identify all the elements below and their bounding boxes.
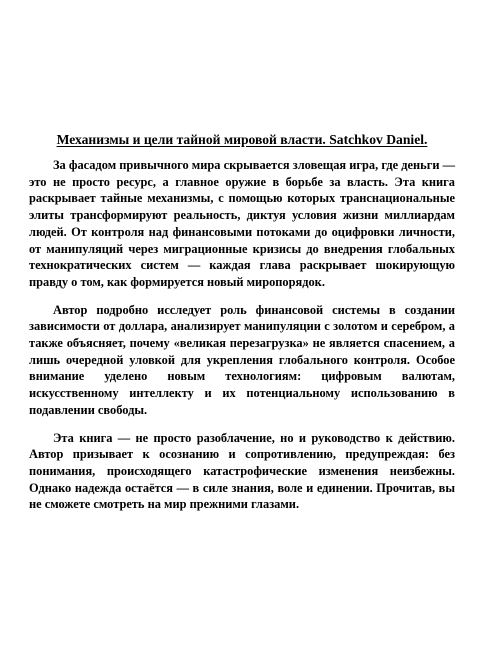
paragraph-2: Автор подробно исследует роль финансовой системы в создании зависимости от доллара, анализирует манипуляции с золотом и серебром, а также объясняет, почему «великая перезагрузка» не является спасением, а лишь очередной уловкой для укрепления глобального контроля. Особое внимание уделено новым технологиям: цифровым валютам, искусственному интеллекту и их потенциальному использованию в подавлении свободы. bbox=[29, 302, 455, 417]
paragraph-1: За фасадом привычного мира скрывается зловещая игра, где деньги — это не просто ресурс, а главное оружие в борьбе за власть. Эта книга раскрывает тайные механизмы, с помощью которых транснациональные элиты трансформируют реальность, диктуя условия жизни миллиардам людей. От контроля над финансовыми потоками до оцифровки личности, от манипуляций через миграционные кризисы до внедрения глобальных технократических систем — каждая глава раскрывает шокирующую правду о том, как формируется новый миропорядок. bbox=[29, 158, 455, 289]
document-title: Механизмы и цели тайной мировой власти. Satchkov Daniel. bbox=[56, 132, 428, 147]
paragraph-3: Эта книга — не просто разоблачение, но и руководство к действию. Автор призывает к осознанию и сопротивлению, предупреждая: без понимания, происходящего катастрофические изменения неизбежны. Однако надежда остаётся — в силе знания, воле и единении. Прочитав, вы не сможете смотреть на мир прежними глазами. bbox=[29, 430, 455, 512]
document-body bbox=[29, 131, 455, 524]
